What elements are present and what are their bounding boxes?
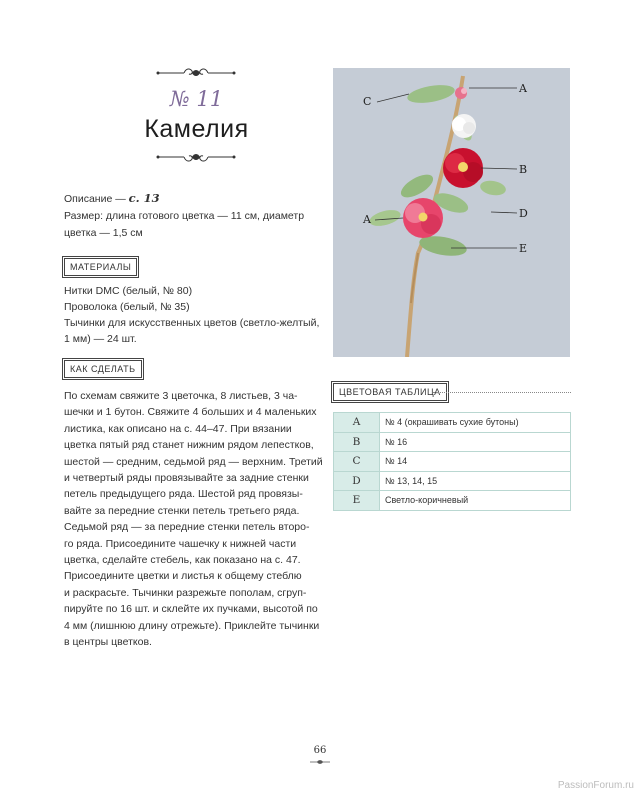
materials-list xyxy=(64,283,324,347)
callout-label: B xyxy=(519,163,528,176)
instruction-line: вайте за передние стенки петель третьего ряда. xyxy=(64,504,300,517)
callout-label: E xyxy=(519,242,528,255)
table-row xyxy=(334,413,571,433)
color-value: № 16 xyxy=(380,432,571,452)
color-key: E xyxy=(334,491,380,511)
instruction-line: шечки и 1 бутон. Свяжите 4 больших и 4 маленьких xyxy=(64,406,317,419)
color-key: C xyxy=(334,452,380,472)
instruction-line: По схемам свяжите 3 цветочка, 8 листьев, 3 ча- xyxy=(64,390,298,402)
instruction-line: петель предыдущего ряда. Шестой ряд провязы- xyxy=(64,488,303,501)
instruction-line: в центры цветков. xyxy=(64,636,152,649)
instruction-line: цветка пятый ряд станет нижним рядом лепестков, xyxy=(64,439,314,452)
heading-divider xyxy=(433,392,571,393)
title-ornament-top-icon xyxy=(156,66,236,80)
color-value: № 13, 14, 15 xyxy=(380,471,571,491)
size-text: Размер: длина готового цветка — 11 см, диаметр цветка — 1,5 см xyxy=(64,210,305,239)
description-block xyxy=(64,190,324,242)
title-ornament-bottom-icon xyxy=(156,150,236,164)
instruction-line: го ряда. Присоедините чашечку к нижней части xyxy=(64,537,297,550)
table-row xyxy=(334,452,571,472)
callout-label: C xyxy=(363,95,372,108)
instruction-line: Седьмой ряд — за передние стенки петель второ- xyxy=(64,521,310,534)
list-item: Проволока (белый, № 35) xyxy=(64,301,190,313)
page-number: 66 xyxy=(313,745,327,756)
instruction-line: и раскрасьте. Тычинки разрежьте пополам, сгруп- xyxy=(64,586,307,599)
callout-label: A xyxy=(519,82,527,95)
callout-label: A xyxy=(363,213,371,226)
page-ornament-icon xyxy=(309,759,331,765)
color-table-heading: ЦВЕТОВАЯ ТАБЛИЦА xyxy=(333,383,447,401)
color-value: Светло-коричневый xyxy=(380,491,571,511)
instruction-line: пируйте по 16 шт. и склейте их пучками, высотой по xyxy=(64,603,318,616)
instruction-line: цветка, сделайте стебель, как показано на с. 47. xyxy=(64,554,301,567)
color-value: № 4 (окрашивать сухие бутоны) xyxy=(380,413,571,433)
table-row xyxy=(334,491,571,511)
materials-heading: МАТЕРИАЛЫ xyxy=(64,258,137,276)
instructions-heading: КАК СДЕЛАТЬ xyxy=(64,360,142,378)
instruction-line: 4 мм (лишнюю длину отрежьте). Приклейте тычинки xyxy=(64,619,320,632)
watermark: PassionForum.ru xyxy=(557,780,634,791)
callout-label: D xyxy=(519,207,528,220)
color-key: A xyxy=(334,413,380,433)
instruction-line: и четвертый ряды провязывайте за задние стенки xyxy=(64,472,309,485)
color-value: № 14 xyxy=(380,452,571,472)
table-row xyxy=(334,432,571,452)
description-ref xyxy=(64,190,324,208)
color-table xyxy=(333,412,571,511)
table-row xyxy=(334,471,571,491)
description-page-link: с. 13 xyxy=(128,191,160,205)
pattern-number: № 11 xyxy=(169,87,224,111)
list-item: Тычинки для искусственных цветов (светло-желтый, 1 мм) — 24 шт. xyxy=(64,317,320,345)
list-item: Нитки DMC (белый, № 80) xyxy=(64,285,193,297)
instruction-line: шестой — средним, седьмой ряд — верхним. Третий xyxy=(64,455,323,468)
description-prefix: Описание — xyxy=(64,193,129,205)
page-title: Камелия xyxy=(144,115,249,143)
color-key: D xyxy=(334,471,380,491)
instructions-text xyxy=(64,388,326,651)
color-key: B xyxy=(334,432,380,452)
instruction-line: Присоедините цветки и листья к общему стеблю xyxy=(64,570,302,583)
instruction-line: листика, как описано на с. 44–47. При вязании xyxy=(64,422,292,435)
